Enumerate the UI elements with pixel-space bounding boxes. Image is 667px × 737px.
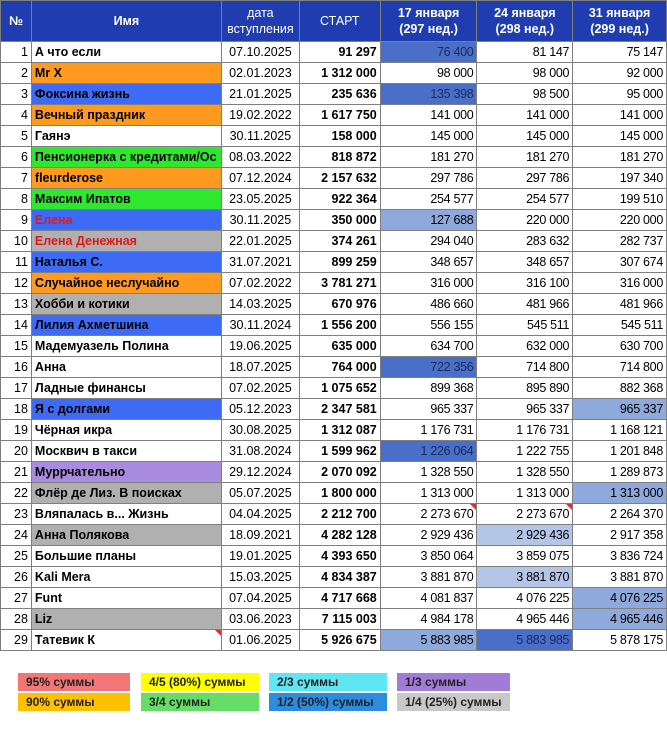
name-cell[interactable]: Чёрная икра: [31, 420, 221, 441]
row-number-cell[interactable]: 7: [1, 168, 32, 189]
row-number-cell[interactable]: 19: [1, 420, 32, 441]
table-row: [1, 210, 667, 231]
name-cell[interactable]: Liz: [31, 609, 221, 630]
start-cell[interactable]: 635 000: [299, 336, 380, 357]
row-number-cell[interactable]: 3: [1, 84, 32, 105]
date-cell[interactable]: 14.03.2025: [221, 294, 299, 315]
name-cell[interactable]: Вляпалась в... Жизнь: [31, 504, 221, 525]
week-299-cell[interactable]: 92 000: [573, 63, 667, 84]
week-299-cell[interactable]: 714 800: [573, 357, 667, 378]
row-number-cell[interactable]: 28: [1, 609, 32, 630]
date-cell[interactable]: 07.10.2025: [221, 42, 299, 63]
week-299-cell[interactable]: 316 000: [573, 273, 667, 294]
name-cell[interactable]: Максим Ипатов: [31, 189, 221, 210]
table-row: [1, 420, 667, 441]
col-header-date[interactable]: дата вступления: [221, 1, 299, 42]
start-cell[interactable]: 4 717 668: [299, 588, 380, 609]
table-row: [1, 168, 667, 189]
table-row: [1, 609, 667, 630]
week-297-cell[interactable]: 294 040: [380, 231, 477, 252]
week-297-cell[interactable]: 127 688: [380, 210, 477, 231]
week-299-cell[interactable]: 545 511: [573, 315, 667, 336]
date-cell[interactable]: 31.07.2021: [221, 252, 299, 273]
name-cell[interactable]: Татевик К: [31, 630, 221, 651]
week-298-cell[interactable]: 283 632: [477, 231, 573, 252]
week-297-cell[interactable]: 1 313 000: [380, 483, 477, 504]
week-298-cell[interactable]: 714 800: [477, 357, 573, 378]
date-cell[interactable]: 07.04.2025: [221, 588, 299, 609]
week-299-cell[interactable]: 282 737: [573, 231, 667, 252]
table-row: [1, 84, 667, 105]
week-297-cell[interactable]: 4 984 178: [380, 609, 477, 630]
col-header-week-299[interactable]: 31 января (299 нед.): [573, 1, 667, 42]
start-cell[interactable]: 1 075 652: [299, 378, 380, 399]
row-number-cell[interactable]: 23: [1, 504, 32, 525]
date-cell[interactable]: 03.06.2023: [221, 609, 299, 630]
row-number-cell[interactable]: 4: [1, 105, 32, 126]
week-298-cell[interactable]: 545 511: [477, 315, 573, 336]
start-cell[interactable]: 764 000: [299, 357, 380, 378]
table-row: [1, 441, 667, 462]
row-number-cell[interactable]: 25: [1, 546, 32, 567]
week-298-cell[interactable]: 98 000: [477, 63, 573, 84]
week-299-cell[interactable]: 5 878 175: [573, 630, 667, 651]
table-row: [1, 105, 667, 126]
start-cell[interactable]: 4 282 128: [299, 525, 380, 546]
week-298-cell[interactable]: 1 222 755: [477, 441, 573, 462]
week-297-cell[interactable]: 3 881 870: [380, 567, 477, 588]
row-number-cell[interactable]: 27: [1, 588, 32, 609]
week-298-cell[interactable]: 2 929 436: [477, 525, 573, 546]
date-cell[interactable]: 18.09.2021: [221, 525, 299, 546]
header-row: [1, 1, 667, 42]
week-299-cell[interactable]: 481 966: [573, 294, 667, 315]
week-298-cell[interactable]: 1 313 000: [477, 483, 573, 504]
date-cell[interactable]: 30.11.2024: [221, 315, 299, 336]
week-297-cell[interactable]: 1 176 731: [380, 420, 477, 441]
table-row: [1, 315, 667, 336]
date-cell[interactable]: 19.02.2022: [221, 105, 299, 126]
week-299-cell[interactable]: 307 674: [573, 252, 667, 273]
week-298-cell[interactable]: 4 076 225: [477, 588, 573, 609]
row-number-cell[interactable]: 24: [1, 525, 32, 546]
row-number-cell[interactable]: 6: [1, 147, 32, 168]
date-cell[interactable]: 05.07.2025: [221, 483, 299, 504]
date-cell[interactable]: 21.01.2025: [221, 84, 299, 105]
week-297-cell[interactable]: 2 929 436: [380, 525, 477, 546]
col-header-start[interactable]: СТАРТ: [299, 1, 380, 42]
week-297-cell[interactable]: 1 226 064: [380, 441, 477, 462]
week-299-cell[interactable]: 630 700: [573, 336, 667, 357]
legend-33: 1/3 суммы: [397, 673, 510, 691]
start-cell[interactable]: 4 393 650: [299, 546, 380, 567]
table-row: [1, 483, 667, 504]
week-297-cell[interactable]: 634 700: [380, 336, 477, 357]
week-299-cell[interactable]: 1 313 000: [573, 483, 667, 504]
week-298-cell[interactable]: 5 883 985: [477, 630, 573, 651]
week-297-cell[interactable]: 145 000: [380, 126, 477, 147]
start-cell[interactable]: 4 834 387: [299, 567, 380, 588]
week-298-cell[interactable]: 220 000: [477, 210, 573, 231]
row-number-cell[interactable]: 10: [1, 231, 32, 252]
week-298-cell[interactable]: 297 786: [477, 168, 573, 189]
name-cell[interactable]: Фоксина жизнь: [31, 84, 221, 105]
date-cell[interactable]: 19.01.2025: [221, 546, 299, 567]
row-number-cell[interactable]: 20: [1, 441, 32, 462]
week-299-cell[interactable]: 4 076 225: [573, 588, 667, 609]
name-cell[interactable]: Хобби и котики: [31, 294, 221, 315]
week-299-cell[interactable]: 197 340: [573, 168, 667, 189]
week-299-cell[interactable]: 4 965 446: [573, 609, 667, 630]
week-297-cell[interactable]: 4 081 837: [380, 588, 477, 609]
name-cell[interactable]: Москвич в такси: [31, 441, 221, 462]
week-298-cell[interactable]: 1 176 731: [477, 420, 573, 441]
row-number-cell[interactable]: 17: [1, 378, 32, 399]
table-row: [1, 378, 667, 399]
row-number-cell[interactable]: 12: [1, 273, 32, 294]
date-cell[interactable]: 31.08.2024: [221, 441, 299, 462]
week-297-cell[interactable]: 722 356: [380, 357, 477, 378]
week-299-cell[interactable]: 95 000: [573, 84, 667, 105]
week-297-cell[interactable]: 556 155: [380, 315, 477, 336]
start-cell[interactable]: 1 617 750: [299, 105, 380, 126]
start-cell[interactable]: 818 872: [299, 147, 380, 168]
name-cell[interactable]: Гаянэ: [31, 126, 221, 147]
date-cell[interactable]: 07.02.2025: [221, 378, 299, 399]
name-cell[interactable]: А что если: [31, 42, 221, 63]
start-cell[interactable]: 7 115 003: [299, 609, 380, 630]
week-297-cell[interactable]: 98 000: [380, 63, 477, 84]
week-298-cell[interactable]: 965 337: [477, 399, 573, 420]
table-row: [1, 231, 667, 252]
start-cell[interactable]: 1 312 087: [299, 420, 380, 441]
start-cell[interactable]: 1 312 000: [299, 63, 380, 84]
table-row: [1, 567, 667, 588]
week-299-cell[interactable]: 75 147: [573, 42, 667, 63]
week-299-cell[interactable]: 2 264 370: [573, 504, 667, 525]
date-cell[interactable]: 29.12.2024: [221, 462, 299, 483]
week-297-cell[interactable]: 965 337: [380, 399, 477, 420]
legend-25: 1/4 (25%) суммы: [397, 693, 510, 711]
date-cell[interactable]: 01.06.2025: [221, 630, 299, 651]
table-row: [1, 189, 667, 210]
week-299-cell[interactable]: 1 201 848: [573, 441, 667, 462]
col-header-name[interactable]: Имя: [31, 1, 221, 42]
row-number-cell[interactable]: 29: [1, 630, 32, 651]
start-cell[interactable]: 91 297: [299, 42, 380, 63]
week-299-cell[interactable]: 882 368: [573, 378, 667, 399]
legend-80: 4/5 (80%) суммы: [141, 673, 259, 691]
week-299-cell[interactable]: 2 917 358: [573, 525, 667, 546]
week-297-cell[interactable]: 348 657: [380, 252, 477, 273]
name-cell[interactable]: Елена: [31, 210, 221, 231]
name-cell[interactable]: Я с долгами: [31, 399, 221, 420]
week-297-cell[interactable]: 297 786: [380, 168, 477, 189]
date-cell[interactable]: 23.05.2025: [221, 189, 299, 210]
week-297-cell[interactable]: 135 398: [380, 84, 477, 105]
row-number-cell[interactable]: 9: [1, 210, 32, 231]
table-row: [1, 63, 667, 84]
row-number-cell[interactable]: 2: [1, 63, 32, 84]
date-cell[interactable]: 30.11.2025: [221, 210, 299, 231]
week-297-cell[interactable]: 5 883 985: [380, 630, 477, 651]
start-cell[interactable]: 158 000: [299, 126, 380, 147]
row-number-cell[interactable]: 14: [1, 315, 32, 336]
start-cell[interactable]: 1 556 200: [299, 315, 380, 336]
table-row: [1, 588, 667, 609]
week-298-cell[interactable]: 98 500: [477, 84, 573, 105]
week-298-cell[interactable]: 3 859 075: [477, 546, 573, 567]
week-298-cell[interactable]: 2 273 670: [477, 504, 573, 525]
date-cell[interactable]: 22.01.2025: [221, 231, 299, 252]
start-cell[interactable]: 922 364: [299, 189, 380, 210]
legend-50: 1/2 (50%) суммы: [269, 693, 387, 711]
table-row: [1, 294, 667, 315]
table-row: [1, 399, 667, 420]
week-297-cell[interactable]: 76 400: [380, 42, 477, 63]
name-cell[interactable]: Лилия Ахметшина: [31, 315, 221, 336]
row-number-cell[interactable]: 18: [1, 399, 32, 420]
start-cell[interactable]: 5 926 675: [299, 630, 380, 651]
week-297-cell[interactable]: 899 368: [380, 378, 477, 399]
name-cell[interactable]: fleurderose: [31, 168, 221, 189]
row-number-cell[interactable]: 11: [1, 252, 32, 273]
start-cell[interactable]: 1 599 962: [299, 441, 380, 462]
week-298-cell[interactable]: 145 000: [477, 126, 573, 147]
start-cell[interactable]: 670 976: [299, 294, 380, 315]
table-row: [1, 357, 667, 378]
start-cell[interactable]: 2 157 632: [299, 168, 380, 189]
table-row: [1, 126, 667, 147]
table-row: [1, 273, 667, 294]
week-298-cell[interactable]: 481 966: [477, 294, 573, 315]
name-cell[interactable]: Случайное неслучайно: [31, 273, 221, 294]
week-298-cell[interactable]: 254 577: [477, 189, 573, 210]
week-298-cell[interactable]: 316 100: [477, 273, 573, 294]
week-299-cell[interactable]: 141 000: [573, 105, 667, 126]
table-row: [1, 525, 667, 546]
date-cell[interactable]: 07.12.2024: [221, 168, 299, 189]
week-299-cell[interactable]: 3 881 870: [573, 567, 667, 588]
legend-66: 2/3 суммы: [269, 673, 387, 691]
start-cell[interactable]: 1 800 000: [299, 483, 380, 504]
date-cell[interactable]: 07.02.2022: [221, 273, 299, 294]
week-298-cell[interactable]: 4 965 446: [477, 609, 573, 630]
name-cell[interactable]: Kali Mera: [31, 567, 221, 588]
week-298-cell[interactable]: 632 000: [477, 336, 573, 357]
week-298-cell[interactable]: 3 881 870: [477, 567, 573, 588]
date-cell[interactable]: 08.03.2022: [221, 147, 299, 168]
week-298-cell[interactable]: 895 890: [477, 378, 573, 399]
row-number-cell[interactable]: 15: [1, 336, 32, 357]
week-299-cell[interactable]: 965 337: [573, 399, 667, 420]
name-cell[interactable]: Наталья С.: [31, 252, 221, 273]
start-cell[interactable]: 2 070 092: [299, 462, 380, 483]
name-cell[interactable]: Mr X: [31, 63, 221, 84]
name-cell[interactable]: Ладные финансы: [31, 378, 221, 399]
week-299-cell[interactable]: 1 168 121: [573, 420, 667, 441]
name-cell[interactable]: Вечный праздник: [31, 105, 221, 126]
week-297-cell[interactable]: 181 270: [380, 147, 477, 168]
table-row: [1, 336, 667, 357]
date-cell[interactable]: 04.04.2025: [221, 504, 299, 525]
week-298-cell[interactable]: 348 657: [477, 252, 573, 273]
date-cell[interactable]: 30.08.2025: [221, 420, 299, 441]
table-row: [1, 42, 667, 63]
legend-95: 95% суммы: [18, 673, 130, 691]
week-297-cell[interactable]: 486 660: [380, 294, 477, 315]
row-number-cell[interactable]: 21: [1, 462, 32, 483]
row-number-cell[interactable]: 8: [1, 189, 32, 210]
col-header-week-297[interactable]: 17 января (297 нед.): [380, 1, 477, 42]
row-number-cell[interactable]: 16: [1, 357, 32, 378]
name-cell[interactable]: Мадемуазель Полина: [31, 336, 221, 357]
color-legend: [0, 659, 667, 737]
date-cell[interactable]: 05.12.2023: [221, 399, 299, 420]
week-297-cell[interactable]: 3 850 064: [380, 546, 477, 567]
name-cell[interactable]: Пенсионерка с кредитами/Ос: [31, 147, 221, 168]
start-cell[interactable]: 2 347 581: [299, 399, 380, 420]
date-cell[interactable]: 30.11.2025: [221, 126, 299, 147]
table-row: [1, 546, 667, 567]
table-row: [1, 147, 667, 168]
week-299-cell[interactable]: 145 000: [573, 126, 667, 147]
week-299-cell[interactable]: 3 836 724: [573, 546, 667, 567]
start-cell[interactable]: 235 636: [299, 84, 380, 105]
name-cell[interactable]: Елена Денежная: [31, 231, 221, 252]
legend-75: 3/4 суммы: [141, 693, 259, 711]
start-cell[interactable]: 350 000: [299, 210, 380, 231]
legend-90: 90% суммы: [18, 693, 130, 711]
week-299-cell[interactable]: 199 510: [573, 189, 667, 210]
row-number-cell[interactable]: 26: [1, 567, 32, 588]
name-cell[interactable]: Funt: [31, 588, 221, 609]
start-cell[interactable]: 3 781 271: [299, 273, 380, 294]
name-cell[interactable]: Муррчательно: [31, 462, 221, 483]
week-299-cell[interactable]: 181 270: [573, 147, 667, 168]
start-cell[interactable]: 374 261: [299, 231, 380, 252]
date-cell[interactable]: 02.01.2023: [221, 63, 299, 84]
week-297-cell[interactable]: 254 577: [380, 189, 477, 210]
week-297-cell[interactable]: 1 328 550: [380, 462, 477, 483]
row-number-cell[interactable]: 22: [1, 483, 32, 504]
start-cell[interactable]: 899 259: [299, 252, 380, 273]
table-row: [1, 252, 667, 273]
row-number-cell[interactable]: 1: [1, 42, 32, 63]
col-header-number[interactable]: №: [1, 1, 32, 42]
date-cell[interactable]: 15.03.2025: [221, 567, 299, 588]
week-298-cell[interactable]: 1 328 550: [477, 462, 573, 483]
week-297-cell[interactable]: 141 000: [380, 105, 477, 126]
row-number-cell[interactable]: 13: [1, 294, 32, 315]
name-cell[interactable]: Анна: [31, 357, 221, 378]
name-cell[interactable]: Анна Полякова: [31, 525, 221, 546]
week-298-cell[interactable]: 181 270: [477, 147, 573, 168]
week-297-cell[interactable]: 2 273 670: [380, 504, 477, 525]
col-header-week-298[interactable]: 24 января (298 нед.): [477, 1, 573, 42]
week-298-cell[interactable]: 81 147: [477, 42, 573, 63]
start-cell[interactable]: 2 212 700: [299, 504, 380, 525]
table-row: [1, 630, 667, 651]
name-cell[interactable]: Флёр де Лиз. В поисках: [31, 483, 221, 504]
table-row: [1, 462, 667, 483]
date-cell[interactable]: 19.06.2025: [221, 336, 299, 357]
date-cell[interactable]: 18.07.2025: [221, 357, 299, 378]
name-cell[interactable]: Большие планы: [31, 546, 221, 567]
week-299-cell[interactable]: 220 000: [573, 210, 667, 231]
table-row: [1, 504, 667, 525]
week-297-cell[interactable]: 316 000: [380, 273, 477, 294]
week-298-cell[interactable]: 141 000: [477, 105, 573, 126]
week-299-cell[interactable]: 1 289 873: [573, 462, 667, 483]
row-number-cell[interactable]: 5: [1, 126, 32, 147]
